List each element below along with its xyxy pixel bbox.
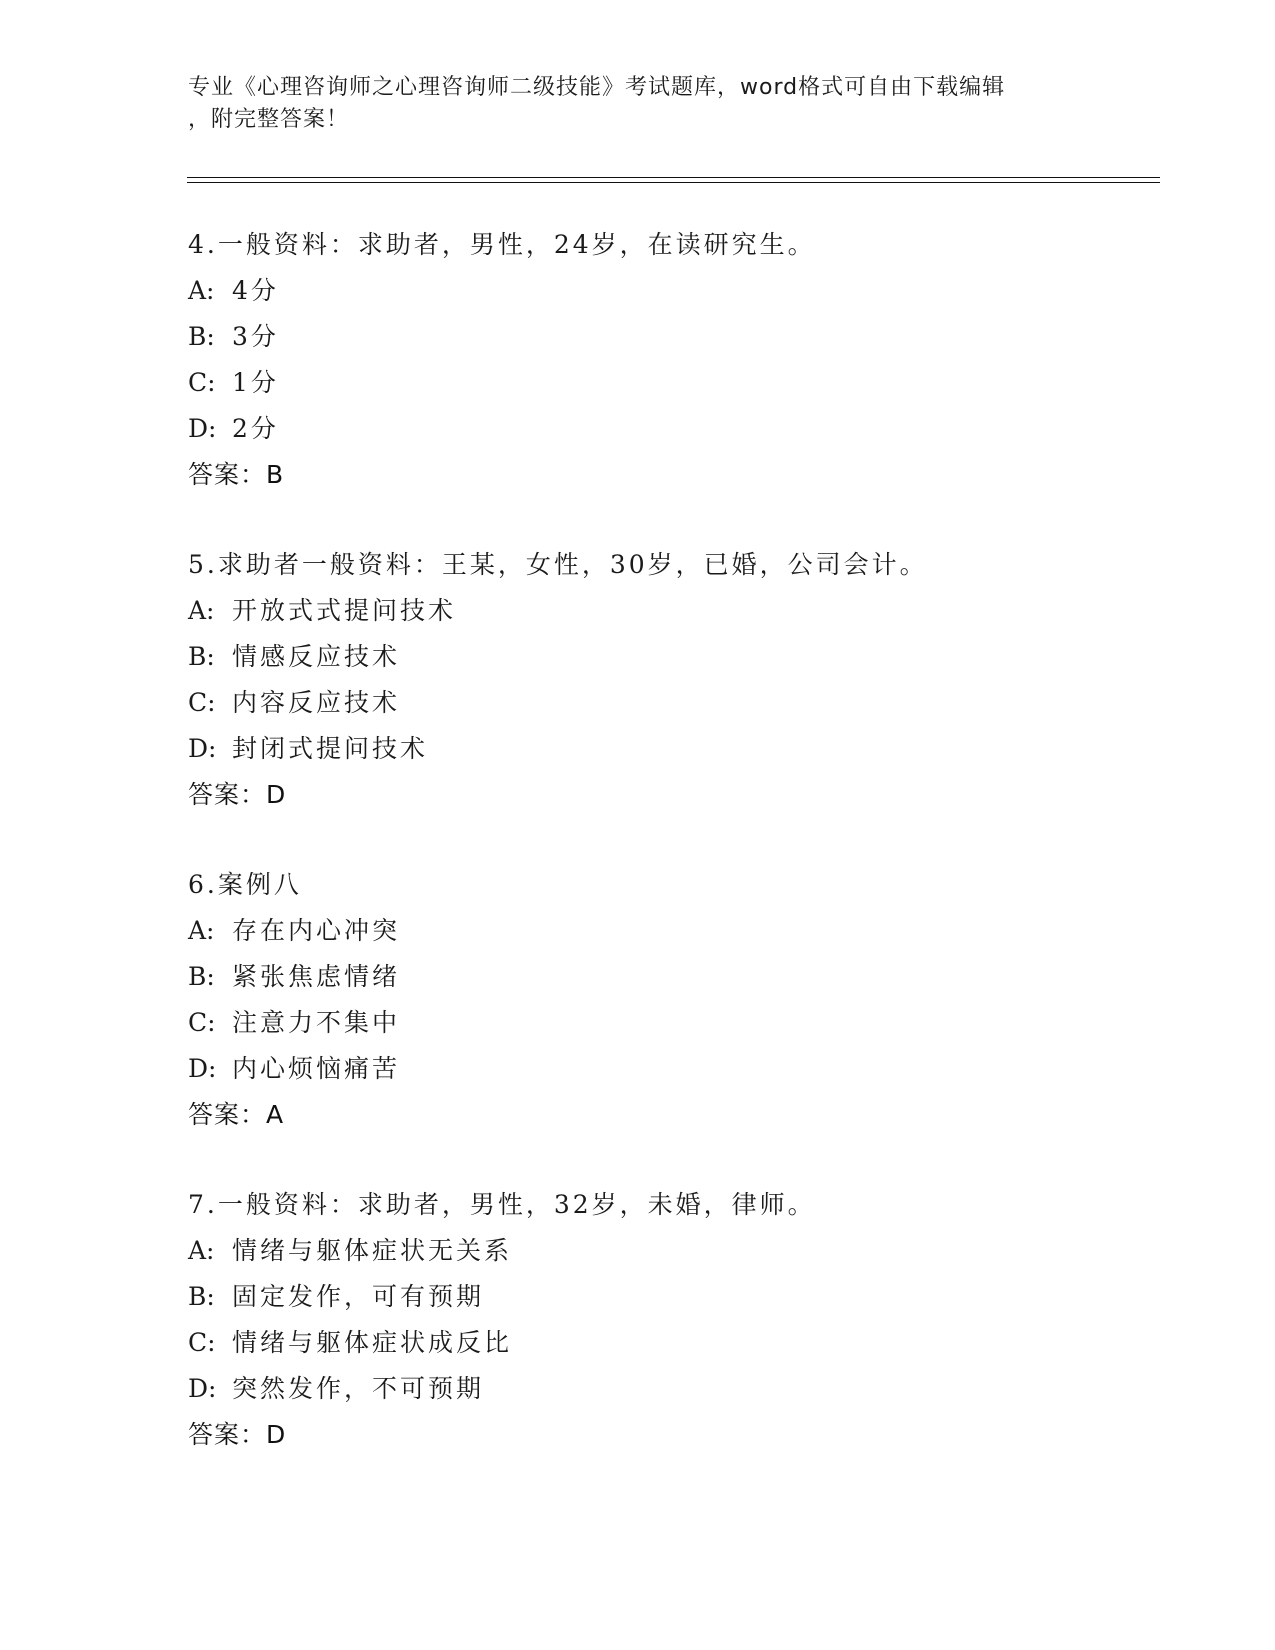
option-text: 情绪与躯体症状成反比 <box>232 1328 513 1357</box>
option-a <box>188 268 1148 314</box>
question-item <box>188 1182 1148 1458</box>
option-b <box>188 314 1148 360</box>
option-d <box>188 726 1148 772</box>
option-text: 固定发作，可有预期 <box>232 1282 485 1311</box>
option-text: 注意力不集中 <box>232 1008 401 1037</box>
question-stem: 6.案例八 <box>188 870 302 899</box>
question-stem: 5.求助者一般资料：王某，女性，30岁，已婚，公司会计。 <box>188 550 928 579</box>
question-spacer <box>188 818 1148 862</box>
option-key: A: <box>188 916 215 945</box>
header-line-1: 专业《心理咨询师之心理咨询师二级技能》考试题库，word格式可自由下载编辑 <box>188 75 1006 100</box>
document-header <box>188 72 1088 136</box>
option-key: D: <box>188 1054 217 1083</box>
question-list <box>188 222 1148 1458</box>
header-divider-bottom <box>187 182 1160 183</box>
option-key: A: <box>188 596 215 625</box>
option-key: A: <box>188 276 215 305</box>
option-key: A: <box>188 1236 215 1265</box>
option-key: D: <box>188 734 217 763</box>
option-text: 存在内心冲突 <box>232 916 401 945</box>
option-text: 开放式式提问技术 <box>232 596 457 625</box>
option-b <box>188 634 1148 680</box>
option-text: 内容反应技术 <box>232 688 401 717</box>
header-divider-top <box>187 177 1160 178</box>
option-key: D: <box>188 414 217 443</box>
option-a <box>188 908 1148 954</box>
option-key: C: <box>188 1008 216 1037</box>
question-spacer <box>188 498 1148 542</box>
answer-line: 答案：D <box>188 1420 287 1449</box>
option-key: C: <box>188 1328 216 1357</box>
answer-line: 答案：B <box>188 460 285 489</box>
option-a <box>188 1228 1148 1274</box>
option-text: 2分 <box>232 414 279 443</box>
option-text: 封闭式提问技术 <box>232 734 429 763</box>
option-text: 突然发作，不可预期 <box>232 1374 485 1403</box>
question-stem: 4.一般资料：求助者，男性，24岁，在读研究生。 <box>188 230 816 259</box>
question-item <box>188 222 1148 542</box>
option-key: B: <box>188 1282 215 1311</box>
option-key: B: <box>188 642 215 671</box>
answer-line: 答案：D <box>188 780 287 809</box>
option-key: C: <box>188 688 216 717</box>
option-c <box>188 680 1148 726</box>
option-text: 4分 <box>232 276 279 305</box>
option-d <box>188 1366 1148 1412</box>
option-key: B: <box>188 962 215 991</box>
option-key: C: <box>188 368 216 397</box>
option-b <box>188 954 1148 1000</box>
answer-line: 答案：A <box>188 1100 285 1129</box>
option-b <box>188 1274 1148 1320</box>
question-item <box>188 542 1148 862</box>
option-text: 紧张焦虑情绪 <box>232 962 401 991</box>
option-text: 1分 <box>232 368 279 397</box>
option-text: 情绪与躯体症状无关系 <box>232 1236 513 1265</box>
option-c <box>188 360 1148 406</box>
question-item <box>188 862 1148 1182</box>
question-spacer <box>188 1138 1148 1182</box>
option-a <box>188 588 1148 634</box>
option-c <box>188 1320 1148 1366</box>
option-d <box>188 1046 1148 1092</box>
option-text: 内心烦恼痛苦 <box>232 1054 401 1083</box>
option-text: 3分 <box>232 322 279 351</box>
header-line-2: ，附完整答案！ <box>188 107 350 132</box>
option-text: 情感反应技术 <box>232 642 401 671</box>
question-stem: 7.一般资料：求助者，男性，32岁，未婚，律师。 <box>188 1190 816 1219</box>
option-key: B: <box>188 322 215 351</box>
option-d <box>188 406 1148 452</box>
option-key: D: <box>188 1374 217 1403</box>
option-c <box>188 1000 1148 1046</box>
